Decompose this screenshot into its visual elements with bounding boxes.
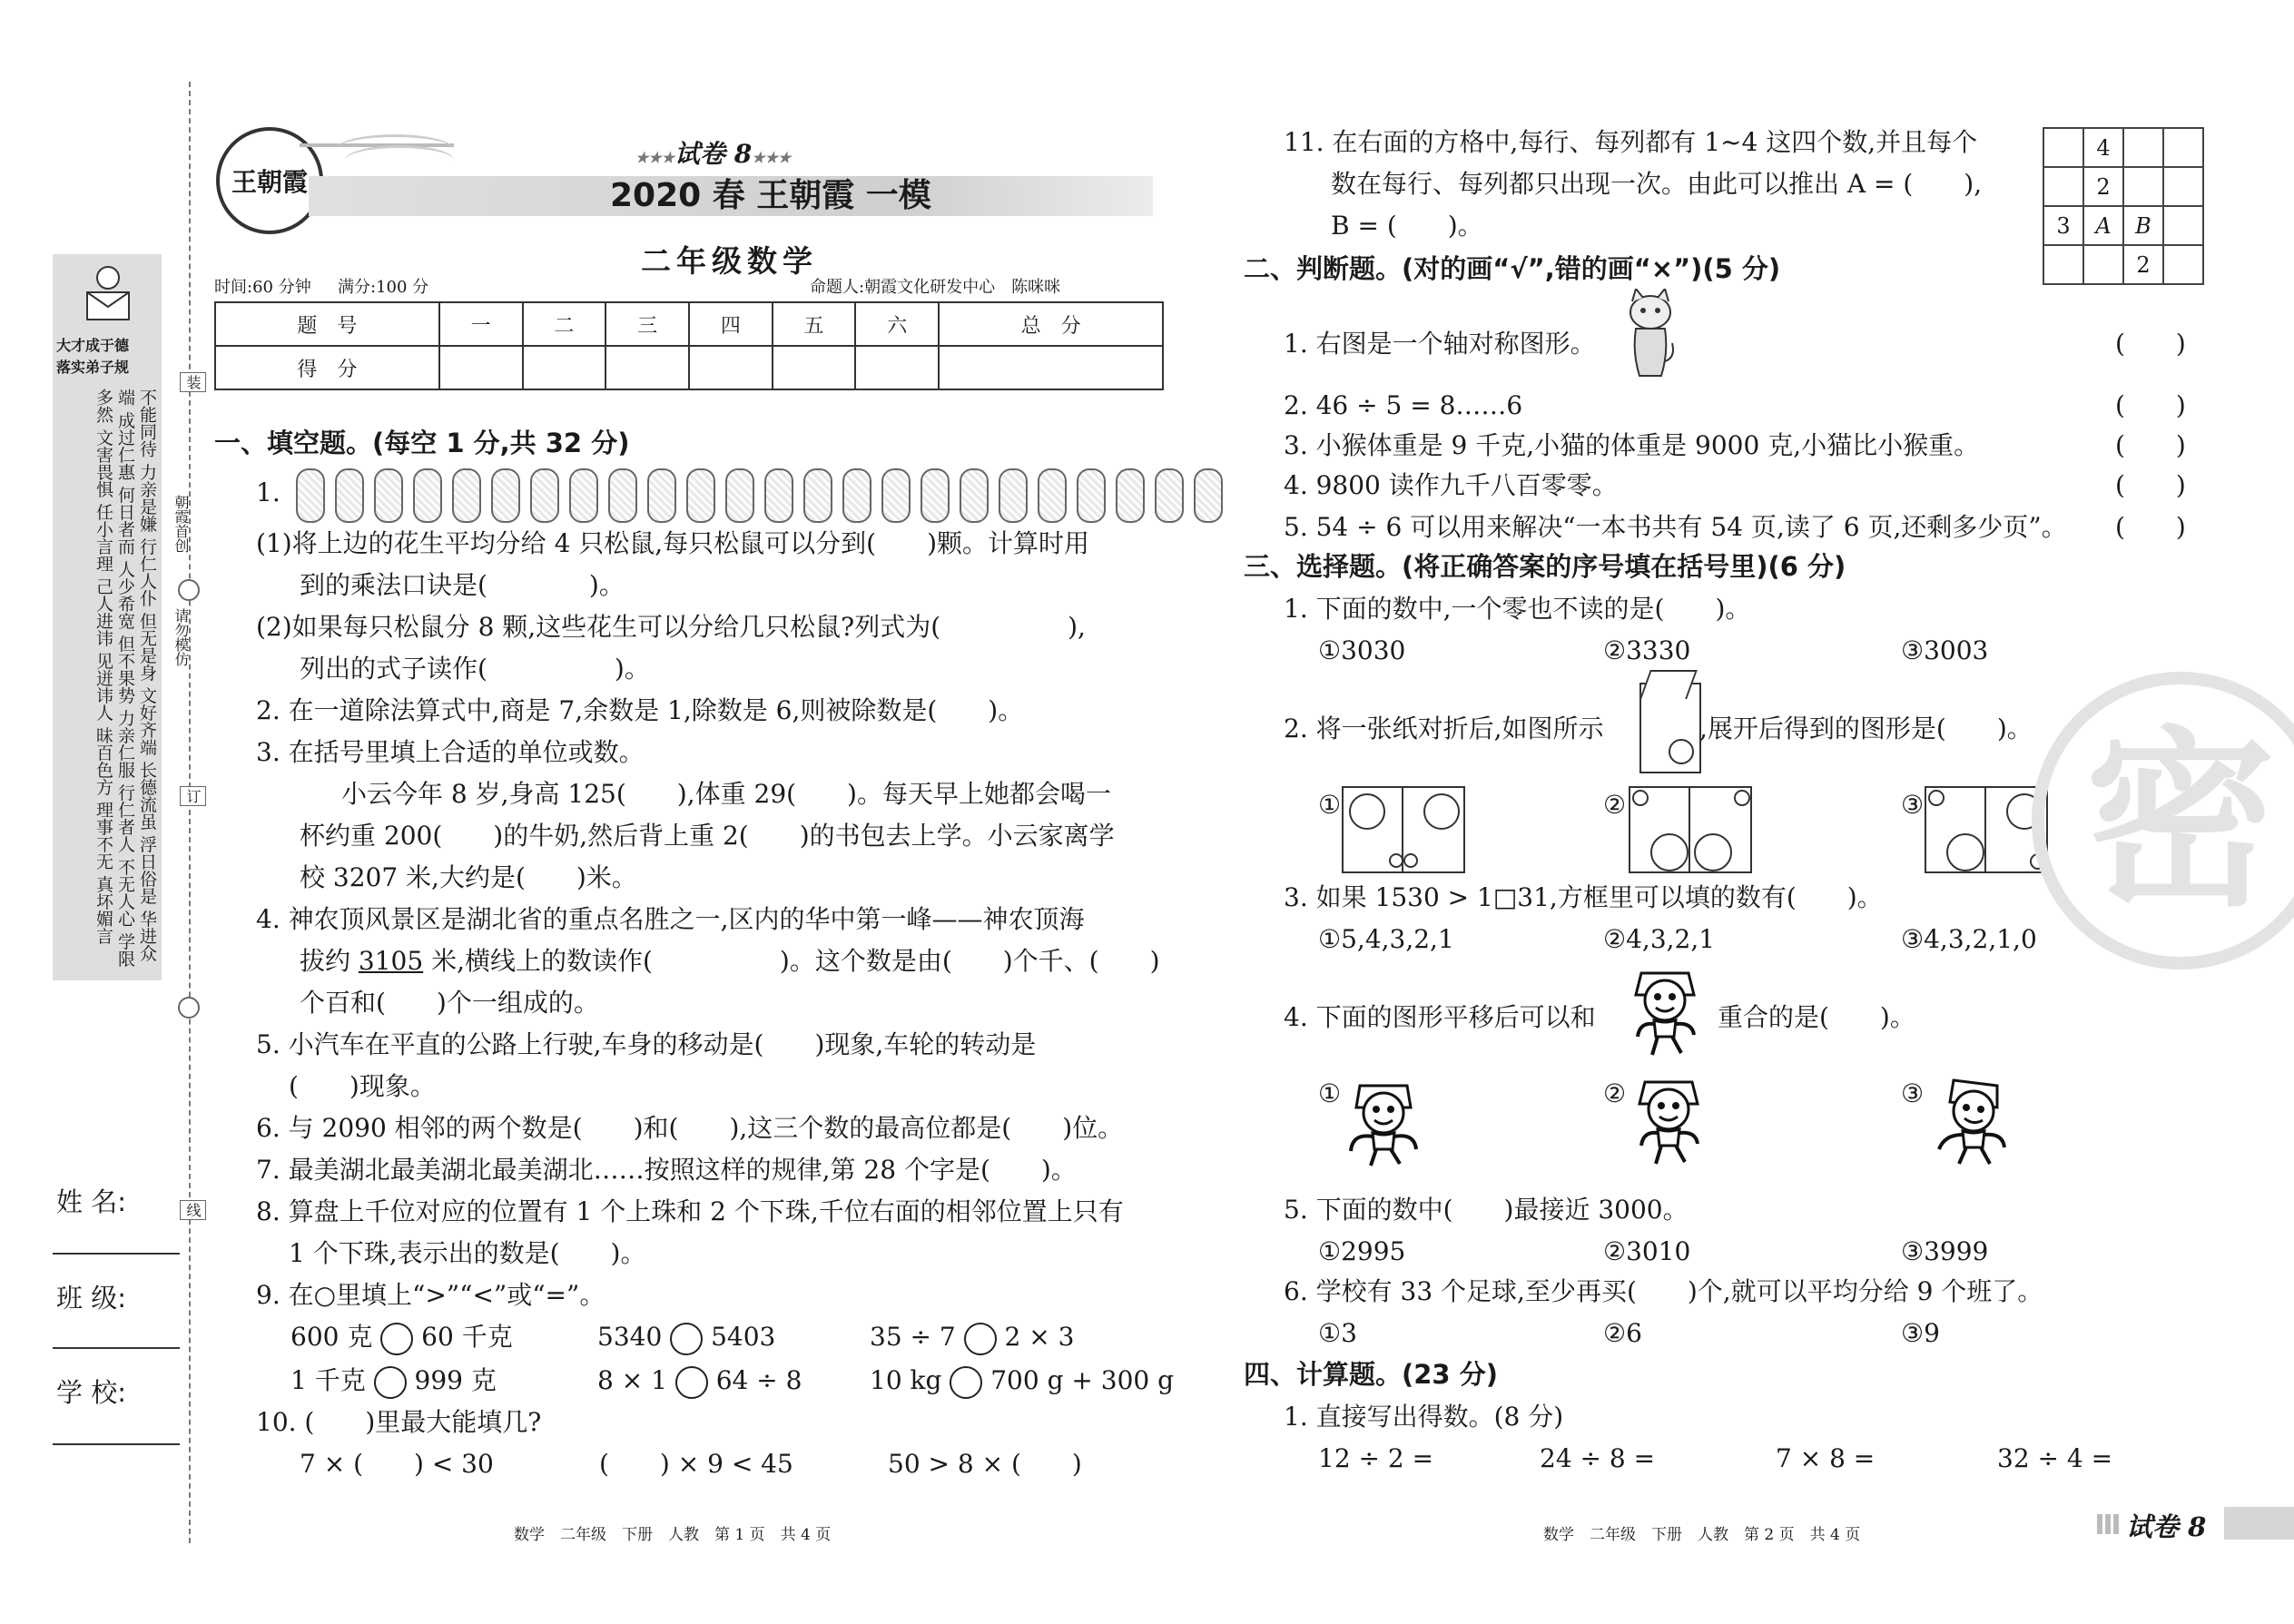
exam-title: 2020 春 王朝霞 一模 bbox=[610, 177, 931, 214]
peanut-icon bbox=[686, 468, 715, 523]
compare-circle[interactable] bbox=[964, 1323, 997, 1355]
grid-cell bbox=[2043, 128, 2083, 167]
compare-circle[interactable] bbox=[675, 1366, 708, 1399]
mascot-icon bbox=[80, 261, 136, 329]
judge-4: 4. 9800 读作九千八百零零。 bbox=[1284, 470, 1618, 500]
score-table bbox=[214, 301, 1164, 390]
choice-5-opt[interactable]: ①2995 bbox=[1318, 1236, 1406, 1266]
peanut-icon bbox=[569, 468, 598, 523]
ribbon-decoration bbox=[345, 145, 454, 175]
binding-hole-icon bbox=[178, 579, 200, 601]
q3-line3: 校 3207 米,大约是( )米。 bbox=[300, 862, 637, 892]
q7: 7. 最美湖北最美湖北最美湖北……按照这样的规律,第 28 个字是( )。 bbox=[256, 1155, 1077, 1185]
judge-answer-paren[interactable]: ( ) bbox=[2115, 329, 2186, 359]
grid-cell bbox=[2163, 245, 2203, 284]
peanut-icon bbox=[1038, 468, 1067, 523]
choice-1-opt[interactable]: ①3030 bbox=[1318, 635, 1406, 665]
brand-seal: 王朝霞 bbox=[216, 127, 323, 234]
section-4-title: 四、计算题。(23 分) bbox=[1244, 1359, 1498, 1390]
binding-hole-icon bbox=[178, 997, 200, 1019]
peanut-icon bbox=[842, 468, 871, 523]
footer-left: 数学 二年级 下册 人教 第 1 页 共 4 页 bbox=[514, 1526, 832, 1544]
unfolded-option-3[interactable] bbox=[1925, 786, 2048, 873]
grid-cell bbox=[2043, 245, 2083, 284]
grid-cell bbox=[2123, 167, 2163, 206]
peanut-icon bbox=[413, 468, 442, 523]
q4-line1: 4. 神农顶风景区是湖北省的重点名胜之一,区内的华中第一峰——神农顶海 bbox=[256, 904, 1085, 934]
name-field[interactable] bbox=[53, 1253, 180, 1255]
grid-cell bbox=[2043, 167, 2083, 206]
peanut-icon bbox=[296, 468, 325, 523]
grid-cell bbox=[2163, 206, 2203, 245]
q10-item: 50 > 8 × ( ) bbox=[888, 1449, 1082, 1479]
compare-circle[interactable] bbox=[670, 1323, 703, 1355]
q11-line3: B = ( )。 bbox=[1331, 211, 1483, 241]
peanut-icon bbox=[530, 468, 559, 523]
q4-line2: 拔约 3105 米,横线上的数读作( )。这个数是由( )个千、( ) bbox=[300, 946, 1160, 976]
q9-item: 1 千克 999 克 bbox=[290, 1360, 497, 1402]
choice-4-opt-label[interactable]: ③ bbox=[1901, 1078, 1925, 1108]
calc-item: 32 ÷ 4 = bbox=[1997, 1443, 2113, 1473]
q11-line2: 数在每行、每列都只出现一次。由此可以推出 A = ( ), bbox=[1331, 169, 1983, 199]
score-header-cell: 一 bbox=[439, 302, 523, 346]
paper-number: ★★★试卷 8★★★ bbox=[635, 139, 792, 169]
q8-line1: 8. 算盘上千位对应的位置有 1 个上珠和 2 个下珠,千位右面的相邻位置上只有 bbox=[256, 1196, 1124, 1226]
latin-square-grid bbox=[2043, 127, 2204, 285]
q10-item: 7 × ( ) < 30 bbox=[300, 1449, 494, 1479]
peanut-icon bbox=[452, 468, 481, 523]
peanut-icon bbox=[647, 468, 676, 523]
q10-item: ( ) × 9 < 45 bbox=[599, 1449, 793, 1479]
exam-time: 时间:60 分钟 bbox=[214, 278, 311, 297]
judge-5: 5. 54 ÷ 6 可以用来解决“一本书共有 54 页,读了 6 页,还剩多少页”。 bbox=[1284, 512, 2067, 542]
choice-3-opt[interactable]: ②4,3,2,1 bbox=[1603, 924, 1716, 954]
peanut-icon bbox=[725, 468, 754, 523]
score-input-cell[interactable] bbox=[939, 346, 1163, 389]
sidebar-motto: 不能同待 力亲是嫌 行仁人仆 但无是身 文好齐端 长德流虽 浮日俗是 华进众端 成过仁惠 何日者而 人少希宽 但不果势 力亲仁服 行仁者人 不无人心 学限多然 文害畏惧 任小言理 己人进讳 见迸讳人 昧百色方 理事不无 真坏媚言 bbox=[94, 389, 157, 968]
q3: 3. 在括号里填上合适的单位或数。 bbox=[256, 737, 645, 767]
peanut-icon bbox=[1077, 468, 1106, 523]
sidebar-slogan-1: 大才成于德 bbox=[56, 337, 130, 354]
score-header-cell: 六 bbox=[855, 302, 939, 346]
calc-item: 24 ÷ 8 = bbox=[1540, 1443, 1656, 1473]
score-header-cell: 题 号 bbox=[215, 302, 439, 346]
q9-item: 5340 5403 bbox=[597, 1316, 775, 1358]
q3-line2: 杯约重 200( )的牛奶,然后背上重 2( )的书包去上学。小云家离学 bbox=[300, 821, 1115, 851]
calc-1: 1. 直接写出得数。(8 分) bbox=[1284, 1402, 1564, 1432]
q2: 2. 在一道除法算式中,商是 7,余数是 1,除数是 6,则被除数是( )。 bbox=[256, 695, 1024, 725]
choice-5-opt[interactable]: ③3999 bbox=[1901, 1236, 1989, 1266]
peanut-icon bbox=[1116, 468, 1145, 523]
choice-4-opt-label[interactable]: ① bbox=[1318, 1078, 1342, 1108]
peanut-icon bbox=[374, 468, 403, 523]
monkey-option-3[interactable] bbox=[1926, 1077, 2013, 1171]
judge-1: 1. 右图是一个轴对称图形。 bbox=[1284, 329, 1596, 359]
section-3-title: 三、选择题。(将正确答案的序号填在括号里)(6 分) bbox=[1244, 551, 1846, 582]
grid-cell bbox=[2123, 128, 2163, 167]
choice-4-suffix: 重合的是( )。 bbox=[1718, 1002, 1915, 1032]
exam-full-score: 满分:100 分 bbox=[338, 278, 429, 297]
score-input-cell[interactable] bbox=[689, 346, 773, 389]
tag-decoration bbox=[2097, 1514, 2121, 1534]
q5-line2: ( )现象。 bbox=[289, 1071, 436, 1101]
choice-1-opt[interactable]: ③3003 bbox=[1901, 635, 1989, 665]
secret-watermark-seal: 密 bbox=[2032, 672, 2294, 969]
choice-6-opt[interactable]: ①3 bbox=[1318, 1318, 1357, 1348]
peanut-icon bbox=[764, 468, 793, 523]
calc-item: 12 ÷ 2 = bbox=[1318, 1443, 1434, 1473]
score-label-cell: 得 分 bbox=[215, 346, 439, 389]
peanut-icon bbox=[1155, 468, 1184, 523]
monkey-option-1[interactable] bbox=[1340, 1077, 1427, 1171]
judge-answer-paren[interactable]: ( ) bbox=[2115, 390, 2186, 420]
unfolded-option-2[interactable] bbox=[1629, 786, 1752, 873]
judge-answer-paren[interactable]: ( ) bbox=[2115, 470, 2186, 500]
footer-right: 数学 二年级 下册 人教 第 2 页 共 4 页 bbox=[1543, 1526, 1861, 1544]
q8-line2: 1 个下珠,表示出的数是( )。 bbox=[289, 1238, 646, 1268]
peanut-icon bbox=[921, 468, 950, 523]
choice-3: 3. 如果 1530 > 1□31,方框里可以填的数有( )。 bbox=[1284, 882, 1883, 912]
unfolded-option-1[interactable] bbox=[1342, 786, 1465, 873]
peanut-icon bbox=[335, 468, 364, 523]
choice-2-prefix: 2. 将一张纸对折后,如图所示 bbox=[1284, 714, 1604, 743]
q10: 10. ( )里最大能填几? bbox=[256, 1407, 542, 1437]
q11-line1: 11. 在右面的方格中,每行、每列都有 1~4 这四个数,并且每个 bbox=[1284, 127, 1978, 157]
q1-part2-line1: (2)如果每只松鼠分 8 颗,这些花生可以分给几只松鼠?列式为( ), bbox=[256, 612, 1086, 642]
q9-item: 600 克 60 千克 bbox=[290, 1316, 513, 1358]
grid-cell: A bbox=[2083, 206, 2123, 245]
choice-2-opt-label[interactable]: ③ bbox=[1901, 790, 1925, 820]
q9-item: 8 × 1 64 ÷ 8 bbox=[597, 1360, 802, 1402]
q9: 9. 在○里填上“>”“<”或“=”。 bbox=[256, 1280, 605, 1310]
section-2-title: 二、判断题。(对的画“√”,错的画“×”)(5 分) bbox=[1244, 253, 1781, 284]
grid-cell: 2 bbox=[2123, 245, 2163, 284]
q3-line1: 小云今年 8 岁,身高 125( ),体重 29( )。每天早上她都会喝一 bbox=[341, 779, 1111, 809]
grid-cell bbox=[2163, 128, 2203, 167]
compare-circle[interactable] bbox=[374, 1366, 407, 1399]
compare-circle[interactable] bbox=[380, 1323, 413, 1355]
tag-band bbox=[2224, 1507, 2294, 1540]
peanut-icon bbox=[491, 468, 520, 523]
cut-mark-3: 线 bbox=[180, 1200, 206, 1220]
score-header-cell: 三 bbox=[605, 302, 689, 346]
peanut-icon bbox=[999, 468, 1028, 523]
q1-part1-line2: 到的乘法口诀是( )。 bbox=[300, 570, 625, 600]
school-label: 学 校: bbox=[56, 1377, 126, 1408]
cat-icon bbox=[1623, 289, 1678, 379]
score-header-cell: 四 bbox=[689, 302, 773, 346]
choice-3-opt[interactable]: ③4,3,2,1,0 bbox=[1901, 924, 2037, 954]
grid-cell bbox=[2163, 167, 2203, 206]
choice-4-opt-label[interactable]: ② bbox=[1603, 1078, 1627, 1108]
grid-cell: 3 bbox=[2043, 206, 2083, 245]
school-field[interactable] bbox=[53, 1443, 180, 1445]
q1-part1-line1: (1)将上边的花生平均分给 4 只松鼠,每只松鼠可以分到( )颗。计算时用 bbox=[256, 528, 1090, 558]
q6: 6. 与 2090 相邻的两个数是( )和( ),这三个数的最高位都是( )位。 bbox=[256, 1113, 1124, 1143]
class-label: 班 级: bbox=[56, 1283, 126, 1314]
q9-item: 10 kg 700 g + 300 g bbox=[870, 1360, 1174, 1402]
section-1-title: 一、填空题。(每空 1 分,共 32 分) bbox=[214, 428, 630, 458]
q1-number: 1. bbox=[256, 477, 281, 507]
paper-tag: 试卷 8 bbox=[2126, 1511, 2207, 1542]
exam-author: 命题人:朝霞文化研发中心 陈咪咪 bbox=[810, 278, 1061, 297]
monkey-icon bbox=[1621, 968, 1708, 1062]
peanut-icon bbox=[608, 468, 637, 523]
score-header-cell: 二 bbox=[523, 302, 606, 346]
q4-line3: 个百和( )个一组成的。 bbox=[300, 988, 599, 1018]
choice-6-opt[interactable]: ③9 bbox=[1901, 1318, 1940, 1348]
choice-4-prefix: 4. 下面的图形平移后可以和 bbox=[1284, 1002, 1596, 1032]
peanut-icon bbox=[803, 468, 832, 523]
q9-item: 35 ÷ 7 2 × 3 bbox=[870, 1316, 1074, 1358]
q5-line1: 5. 小汽车在平直的公路上行驶,车身的移动是( )现象,车轮的转动是 bbox=[256, 1029, 1037, 1059]
judge-3: 3. 小猴体重是 9 千克,小猫的体重是 9000 克,小猫比小猴重。 bbox=[1284, 430, 1980, 460]
score-input-cell[interactable] bbox=[523, 346, 606, 389]
judge-answer-paren[interactable]: ( ) bbox=[2115, 512, 2186, 542]
score-header-cell: 五 bbox=[773, 302, 856, 346]
score-input-cell[interactable] bbox=[605, 346, 689, 389]
choice-2-opt-label[interactable]: ② bbox=[1603, 790, 1627, 820]
choice-2-opt-label[interactable]: ① bbox=[1318, 790, 1342, 820]
grid-cell: 4 bbox=[2083, 128, 2123, 167]
q1-part2-line2: 列出的式子读作( )。 bbox=[300, 654, 650, 684]
judge-2: 2. 46 ÷ 5 = 8……6 bbox=[1284, 390, 1523, 420]
score-header-cell: 总 分 bbox=[939, 302, 1163, 346]
notice-2: 请勿模仿 bbox=[172, 608, 190, 666]
choice-2-suffix: ,展开后得到的图形是( )。 bbox=[1699, 714, 2033, 743]
monkey-option-2[interactable] bbox=[1625, 1077, 1712, 1171]
choice-6-opt[interactable]: ②6 bbox=[1603, 1318, 1642, 1348]
sidebar-slogan-2: 落实弟子规 bbox=[56, 359, 130, 376]
grid-cell bbox=[2083, 245, 2123, 284]
peanut-icon bbox=[881, 468, 911, 523]
score-input-cell[interactable] bbox=[439, 346, 523, 389]
choice-5: 5. 下面的数中( )最接近 3000。 bbox=[1284, 1195, 1689, 1225]
score-input-cell[interactable] bbox=[773, 346, 856, 389]
notice-1: 朝霞首创 bbox=[172, 495, 190, 553]
compare-circle[interactable] bbox=[950, 1366, 982, 1399]
grid-cell: B bbox=[2123, 206, 2163, 245]
judge-answer-paren[interactable]: ( ) bbox=[2115, 430, 2186, 460]
choice-1-opt[interactable]: ②3330 bbox=[1603, 635, 1691, 665]
choice-5-opt[interactable]: ②3010 bbox=[1603, 1236, 1691, 1266]
choice-6: 6. 学校有 33 个足球,至少再买( )个,就可以平均分给 9 个班了。 bbox=[1284, 1276, 2043, 1306]
subject-title: 二年级数学 bbox=[641, 243, 818, 279]
peanut-icon bbox=[1194, 468, 1223, 523]
name-label: 姓 名: bbox=[56, 1186, 126, 1217]
grid-cell: 2 bbox=[2083, 167, 2123, 206]
score-input-cell[interactable] bbox=[855, 346, 939, 389]
cut-mark-1: 装 bbox=[180, 372, 206, 392]
peanut-row bbox=[296, 468, 1233, 523]
choice-1: 1. 下面的数中,一个零也不读的是( )。 bbox=[1284, 594, 1751, 624]
choice-3-opt[interactable]: ①5,4,3,2,1 bbox=[1318, 924, 1454, 954]
cut-line bbox=[189, 82, 191, 1543]
cut-mark-2: 订 bbox=[180, 786, 206, 806]
class-field[interactable] bbox=[53, 1347, 180, 1349]
calc-item: 7 × 8 = bbox=[1776, 1443, 1876, 1473]
peanut-icon bbox=[960, 468, 989, 523]
